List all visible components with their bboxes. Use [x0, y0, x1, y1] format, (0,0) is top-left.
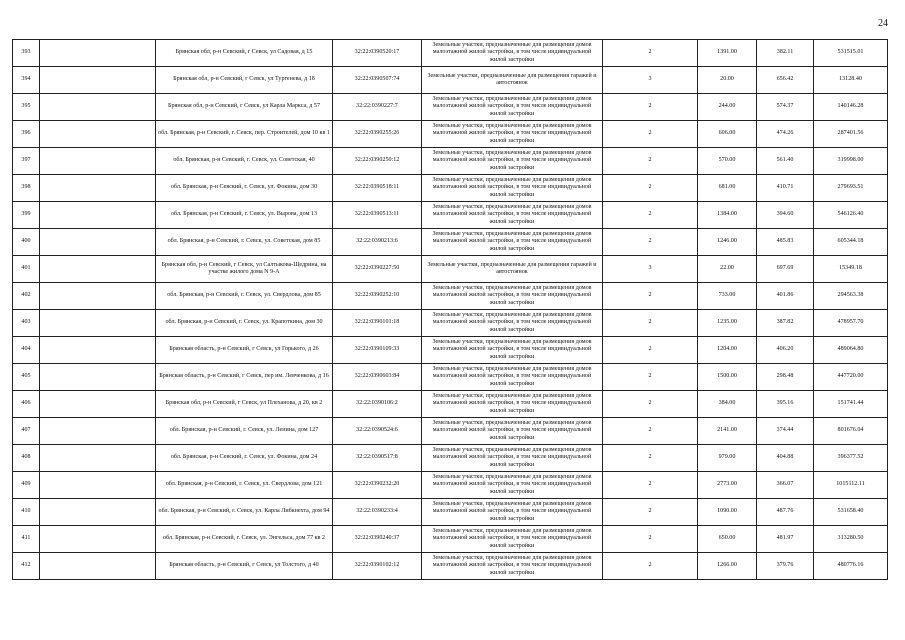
empty-cell	[40, 391, 156, 418]
area-cell: 650.00	[698, 526, 757, 553]
row-number-cell: 399	[13, 202, 40, 229]
empty-cell	[40, 445, 156, 472]
table-row	[13, 445, 888, 472]
address-cell: обл. Брянская, р-н Севский, г. Севск, ул. Свердлова, дом 85	[156, 283, 333, 310]
row-number-cell: 396	[13, 121, 40, 148]
specific-value-cell: 410.71	[757, 175, 814, 202]
land-use-purpose-cell: Земельные участки, предназначенные для размещения домов малоэтажной жилой застройки, в том числе индивидуальной жилой застройки	[422, 499, 603, 526]
cadastral-value-cell: 447720.00	[814, 364, 888, 391]
row-number-cell: 404	[13, 337, 40, 364]
area-cell: 1384.00	[698, 202, 757, 229]
empty-cell	[40, 256, 156, 283]
address-cell: Брянская обл, р-н Севский, г Севск, ул Салтыкова-Щедрина, на участке жилого дома N 9-А	[156, 256, 333, 283]
cadastral-number-cell: 32:22:0390101:18	[333, 310, 422, 337]
specific-value-cell: 697.69	[757, 256, 814, 283]
land-use-purpose-cell: Земельные участки, предназначенные для размещения домов малоэтажной жилой застройки, в том числе индивидуальной жилой застройки	[422, 526, 603, 553]
land-use-group-cell: 3	[603, 67, 698, 94]
land-use-group-cell: 3	[603, 256, 698, 283]
cadastral-value-cell: 489064.80	[814, 337, 888, 364]
table-row	[13, 94, 888, 121]
empty-cell	[40, 499, 156, 526]
cadastral-value-cell: 140146.28	[814, 94, 888, 121]
table-row	[13, 364, 888, 391]
table-row	[13, 40, 888, 67]
table-row	[13, 148, 888, 175]
cadastral-value-cell: 396377.52	[814, 445, 888, 472]
land-use-purpose-cell: Земельные участки, предназначенные для размещения гаражей и автостоянок	[422, 67, 603, 94]
page-number: 24	[878, 18, 888, 29]
row-number-cell: 409	[13, 472, 40, 499]
land-use-purpose-cell: Земельные участки, предназначенные для размещения домов малоэтажной жилой застройки, в том числе индивидуальной жилой застройки	[422, 337, 603, 364]
cadastral-value-cell: 15349.18	[814, 256, 888, 283]
address-cell: Брянская область, р-н Севский, г Севск, ул Толстого, д 40	[156, 553, 333, 580]
land-use-purpose-cell: Земельные участки, предназначенные для размещения домов малоэтажной жилой застройки, в том числе индивидуальной жилой застройки	[422, 553, 603, 580]
address-cell: обл. Брянская, р-н Севский, г. Севск, пер. Строителей, дом 10 кв 1	[156, 121, 333, 148]
land-use-group-cell: 2	[603, 445, 698, 472]
cadastral-value-cell: 546126.40	[814, 202, 888, 229]
area-cell: 1204.00	[698, 337, 757, 364]
area-cell: 979.00	[698, 445, 757, 472]
land-use-purpose-cell: Земельные участки, предназначенные для размещения домов малоэтажной жилой застройки, в том числе индивидуальной жилой застройки	[422, 148, 603, 175]
row-number-cell: 405	[13, 364, 40, 391]
cadastral-number-cell: 32:22:0390518:11	[333, 175, 422, 202]
land-use-group-cell: 2	[603, 148, 698, 175]
land-use-purpose-cell: Земельные участки, предназначенные для размещения домов малоэтажной жилой застройки, в том числе индивидуальной жилой застройки	[422, 310, 603, 337]
address-cell: обл. Брянская, р-н Севский, г. Севск, ул. Фокина, дом 24	[156, 445, 333, 472]
table-row	[13, 337, 888, 364]
empty-cell	[40, 283, 156, 310]
address-cell: Брянская обл, р-н Севский, г Севск, ул Карла Маркса, д 57	[156, 94, 333, 121]
address-cell: обл. Брянская, р-н Севский, г. Севск, ул. Свердлова, дом 121	[156, 472, 333, 499]
specific-value-cell: 387.82	[757, 310, 814, 337]
table-row	[13, 229, 888, 256]
land-use-group-cell: 2	[603, 283, 698, 310]
row-number-cell: 407	[13, 418, 40, 445]
specific-value-cell: 481.97	[757, 526, 814, 553]
cadastral-number-cell: 32:22:0390255:26	[333, 121, 422, 148]
cadastral-number-cell: 32:22:0390233:4	[333, 499, 422, 526]
land-use-purpose-cell: Земельные участки, предназначенные для размещения домов малоэтажной жилой застройки, в том числе индивидуальной жилой застройки	[422, 391, 603, 418]
cadastral-number-cell: 32:22:0390240:37	[333, 526, 422, 553]
land-use-group-cell: 2	[603, 499, 698, 526]
table-row	[13, 499, 888, 526]
land-use-group-cell: 2	[603, 94, 698, 121]
cadastral-value-cell: 605344.18	[814, 229, 888, 256]
cadastral-value-cell: 531658.40	[814, 499, 888, 526]
cadastral-number-cell: 32:22:0390250:12	[333, 148, 422, 175]
specific-value-cell: 474.26	[757, 121, 814, 148]
row-number-cell: 411	[13, 526, 40, 553]
cadastral-number-cell: 32:22:0390227:50	[333, 256, 422, 283]
specific-value-cell: 561.40	[757, 148, 814, 175]
land-use-group-cell: 2	[603, 553, 698, 580]
address-cell: обл. Брянская, р-н Севский, г. Севск, ул. Карла Либкнехта, дом 94	[156, 499, 333, 526]
cadastral-number-cell: 32:22:0390213:6	[333, 229, 422, 256]
cadastral-value-cell: 13128.40	[814, 67, 888, 94]
cadastral-value-cell: 480776.16	[814, 553, 888, 580]
area-cell: 2141.00	[698, 418, 757, 445]
address-cell: обл. Брянская, р-н Севский, г. Севск, ул. Вырова, дом 13	[156, 202, 333, 229]
land-use-purpose-cell: Земельные участки, предназначенные для размещения домов малоэтажной жилой застройки, в том числе индивидуальной жилой застройки	[422, 364, 603, 391]
land-use-purpose-cell: Земельные участки, предназначенные для размещения гаражей и автостоянок	[422, 256, 603, 283]
row-number-cell: 400	[13, 229, 40, 256]
address-cell: обл. Брянская, р-н Севский, г. Севск, ул. Крапоткина, дом 30	[156, 310, 333, 337]
row-number-cell: 402	[13, 283, 40, 310]
row-number-cell: 397	[13, 148, 40, 175]
address-cell: Брянская обл, р-н Севский, г Севск, ул Садовая, д 15	[156, 40, 333, 67]
cadastral-number-cell: 32:22:0390520:17	[333, 40, 422, 67]
row-number-cell: 410	[13, 499, 40, 526]
land-use-purpose-cell: Земельные участки, предназначенные для размещения домов малоэтажной жилой застройки, в том числе индивидуальной жилой застройки	[422, 283, 603, 310]
land-use-group-cell: 2	[603, 202, 698, 229]
specific-value-cell: 485.83	[757, 229, 814, 256]
row-number-cell: 393	[13, 40, 40, 67]
address-cell: Брянская область, р-н Севский, г Севск, ул Горького, д 26	[156, 337, 333, 364]
land-use-purpose-cell: Земельные участки, предназначенные для размещения домов малоэтажной жилой застройки, в том числе индивидуальной жилой застройки	[422, 445, 603, 472]
land-use-purpose-cell: Земельные участки, предназначенные для размещения домов малоэтажной жилой застройки, в том числе индивидуальной жилой застройки	[422, 472, 603, 499]
specific-value-cell: 394.60	[757, 202, 814, 229]
cadastral-value-cell: 151741.44	[814, 391, 888, 418]
table-row	[13, 283, 888, 310]
area-cell: 1246.00	[698, 229, 757, 256]
empty-cell	[40, 337, 156, 364]
table-row	[13, 202, 888, 229]
address-cell: Брянская область, р-н Севский, г Севск, пер им. Левченкова, д 16	[156, 364, 333, 391]
cadastral-value-cell: 801676.04	[814, 418, 888, 445]
table-body	[13, 40, 888, 580]
table-row	[13, 418, 888, 445]
cadastral-number-cell: 32:22:0390513:11	[333, 202, 422, 229]
table-row	[13, 526, 888, 553]
empty-cell	[40, 553, 156, 580]
cadastral-number-cell: 32:22:0390109:33	[333, 337, 422, 364]
empty-cell	[40, 40, 156, 67]
area-cell: 606.00	[698, 121, 757, 148]
land-use-purpose-cell: Земельные участки, предназначенные для размещения домов малоэтажной жилой застройки, в том числе индивидуальной жилой застройки	[422, 229, 603, 256]
address-cell: обл. Брянская, р-н Севский, г. Севск, ул. Фокина, дом 30	[156, 175, 333, 202]
address-cell: Брянская обл, р-н Севский, г Севск, ул Плеханова, д 20, кв 2	[156, 391, 333, 418]
empty-cell	[40, 229, 156, 256]
cadastral-value-cell: 319998.00	[814, 148, 888, 175]
cadastral-number-cell: 32:22:0390102:12	[333, 553, 422, 580]
land-use-group-cell: 2	[603, 40, 698, 67]
cadastral-value-cell: 478957.70	[814, 310, 888, 337]
table-row	[13, 175, 888, 202]
land-use-group-cell: 2	[603, 121, 698, 148]
land-use-group-cell: 2	[603, 310, 698, 337]
empty-cell	[40, 364, 156, 391]
area-cell: 22.00	[698, 256, 757, 283]
address-cell: обл. Брянская, р-н Севский, г. Севск, ул. Ленина, дом 127	[156, 418, 333, 445]
cadastral-number-cell: 32:22:0390232:20	[333, 472, 422, 499]
land-use-purpose-cell: Земельные участки, предназначенные для размещения домов малоэтажной жилой застройки, в том числе индивидуальной жилой застройки	[422, 121, 603, 148]
table-row	[13, 553, 888, 580]
table-row	[13, 121, 888, 148]
land-use-purpose-cell: Земельные участки, предназначенные для размещения домов малоэтажной жилой застройки, в том числе индивидуальной жилой застройки	[422, 94, 603, 121]
cadastral-number-cell: 32:22:0390106:2	[333, 391, 422, 418]
area-cell: 733.00	[698, 283, 757, 310]
specific-value-cell: 406.20	[757, 337, 814, 364]
land-registry-table	[12, 39, 888, 580]
row-number-cell: 394	[13, 67, 40, 94]
empty-cell	[40, 418, 156, 445]
specific-value-cell: 366.07	[757, 472, 814, 499]
area-cell: 20.00	[698, 67, 757, 94]
cadastral-number-cell: 32:22:0390507:74	[333, 67, 422, 94]
area-cell: 681.00	[698, 175, 757, 202]
specific-value-cell: 404.88	[757, 445, 814, 472]
specific-value-cell: 487.76	[757, 499, 814, 526]
specific-value-cell: 382.11	[757, 40, 814, 67]
area-cell: 1500.00	[698, 364, 757, 391]
specific-value-cell: 401.86	[757, 283, 814, 310]
empty-cell	[40, 121, 156, 148]
empty-cell	[40, 94, 156, 121]
address-cell: обл. Брянская, р-н Севский, г. Севск, ул. Энгельса, дом 77 кв 2	[156, 526, 333, 553]
specific-value-cell: 574.37	[757, 94, 814, 121]
specific-value-cell: 374.44	[757, 418, 814, 445]
row-number-cell: 398	[13, 175, 40, 202]
area-cell: 1391.00	[698, 40, 757, 67]
cadastral-value-cell: 313280.50	[814, 526, 888, 553]
specific-value-cell: 379.76	[757, 553, 814, 580]
empty-cell	[40, 310, 156, 337]
land-use-group-cell: 2	[603, 526, 698, 553]
cadastral-value-cell: 1015112.11	[814, 472, 888, 499]
area-cell: 384.00	[698, 391, 757, 418]
row-number-cell: 395	[13, 94, 40, 121]
empty-cell	[40, 175, 156, 202]
cadastral-number-cell: 32:22:0390524:6	[333, 418, 422, 445]
land-use-group-cell: 2	[603, 337, 698, 364]
cadastral-value-cell: 279693.51	[814, 175, 888, 202]
land-use-group-cell: 2	[603, 418, 698, 445]
specific-value-cell: 298.48	[757, 364, 814, 391]
empty-cell	[40, 526, 156, 553]
area-cell: 570.00	[698, 148, 757, 175]
table-row	[13, 391, 888, 418]
cadastral-number-cell: 32:22:0390603:84	[333, 364, 422, 391]
table-row	[13, 472, 888, 499]
land-use-group-cell: 2	[603, 175, 698, 202]
row-number-cell: 412	[13, 553, 40, 580]
cadastral-value-cell: 287401.56	[814, 121, 888, 148]
area-cell: 1266.00	[698, 553, 757, 580]
table-row	[13, 67, 888, 94]
address-cell: Брянская обл, р-н Севский, г Севск, ул Тургенева, д 18	[156, 67, 333, 94]
row-number-cell: 408	[13, 445, 40, 472]
empty-cell	[40, 472, 156, 499]
area-cell: 1090.00	[698, 499, 757, 526]
cadastral-value-cell: 294563.38	[814, 283, 888, 310]
land-use-group-cell: 2	[603, 229, 698, 256]
cadastral-value-cell: 531515.01	[814, 40, 888, 67]
area-cell: 1235.00	[698, 310, 757, 337]
table-row	[13, 256, 888, 283]
specific-value-cell: 656.42	[757, 67, 814, 94]
cadastral-number-cell: 32:22:0390252:10	[333, 283, 422, 310]
address-cell: обл. Брянская, р-н Севский, г. Севск, ул. Советская, дом 85	[156, 229, 333, 256]
land-use-group-cell: 2	[603, 472, 698, 499]
land-use-group-cell: 2	[603, 391, 698, 418]
empty-cell	[40, 67, 156, 94]
cadastral-number-cell: 32:22:0390227:7	[333, 94, 422, 121]
empty-cell	[40, 148, 156, 175]
specific-value-cell: 395.16	[757, 391, 814, 418]
row-number-cell: 406	[13, 391, 40, 418]
row-number-cell: 401	[13, 256, 40, 283]
address-cell: обл. Брянская, р-н Севский, г. Севск, ул. Советская, 40	[156, 148, 333, 175]
empty-cell	[40, 202, 156, 229]
land-use-purpose-cell: Земельные участки, предназначенные для размещения домов малоэтажной жилой застройки, в том числе индивидуальной жилой застройки	[422, 418, 603, 445]
land-use-purpose-cell: Земельные участки, предназначенные для размещения домов малоэтажной жилой застройки, в том числе индивидуальной жилой застройки	[422, 40, 603, 67]
row-number-cell: 403	[13, 310, 40, 337]
land-use-purpose-cell: Земельные участки, предназначенные для размещения домов малоэтажной жилой застройки, в том числе индивидуальной жилой застройки	[422, 175, 603, 202]
land-use-group-cell: 2	[603, 364, 698, 391]
area-cell: 244.00	[698, 94, 757, 121]
table-row	[13, 310, 888, 337]
land-use-purpose-cell: Земельные участки, предназначенные для размещения домов малоэтажной жилой застройки, в том числе индивидуальной жилой застройки	[422, 202, 603, 229]
cadastral-number-cell: 32:22:0390517:8	[333, 445, 422, 472]
area-cell: 2773.00	[698, 472, 757, 499]
